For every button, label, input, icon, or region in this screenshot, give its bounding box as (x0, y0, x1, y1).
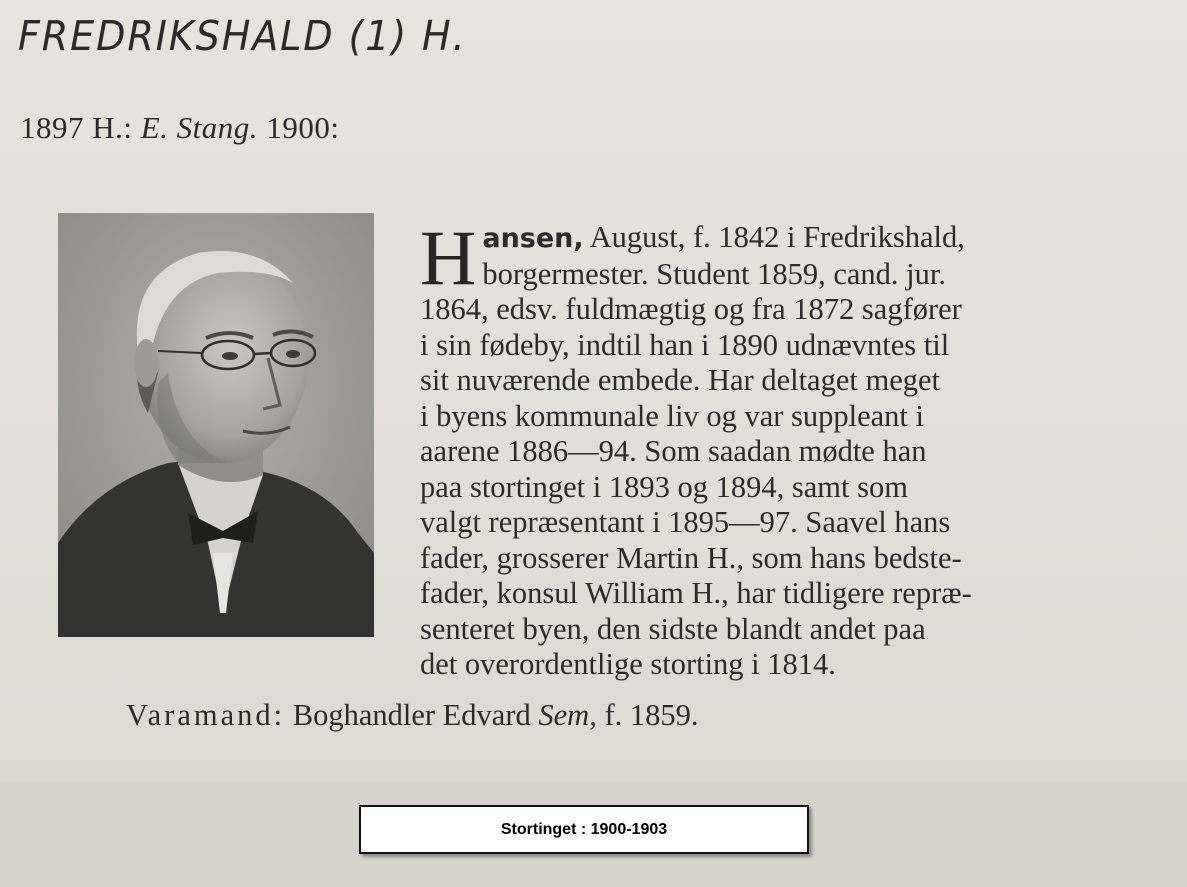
biography-text (420, 214, 1160, 683)
bio-line: i byens kommunale liv og var suppleant i (420, 398, 925, 433)
deputy-name: Sem, (538, 698, 597, 732)
bio-line: valgt repræsentant i 1895—97. Saavel hans (420, 505, 951, 539)
bio-line: aarene 1886—94. Som saadan mødte han (420, 434, 927, 468)
election-line (20, 110, 339, 146)
surname: ansen, (482, 223, 584, 254)
deputy-born: f. 1859. (604, 698, 699, 732)
bio-line: senteret byen, den sidste blandt andet paa (420, 611, 926, 646)
caption-text: Stortinget : 1900-1903 (500, 820, 668, 838)
bio-line: borgermester. Student 1859, cand. jur. (482, 256, 946, 291)
bio-line: fader, grosserer Martin H., som hans bedste- (420, 540, 962, 575)
bio-line-text: August, f. 1842 i Fredrikshald, (583, 220, 965, 254)
portrait-photo (58, 213, 374, 637)
bio-line: det overordentlige storting i 1814. (420, 647, 836, 681)
caption-box (359, 805, 809, 854)
bio-line: i sin fødeby, indtil han i 1890 udnævntes til (420, 327, 950, 362)
deputy-label: Varamand: (126, 698, 286, 732)
deputy-line (126, 698, 699, 733)
bio-line (420, 220, 1160, 257)
constituency-heading: FREDRIKSHALD (1) H. (18, 12, 467, 60)
year-1900: 1900: (266, 110, 340, 145)
year-1897: 1897 H.: (20, 110, 133, 145)
bio-line: sit nuværende embede. Har deltaget meget (420, 363, 941, 397)
deputy-text: Boghandler Edvard (292, 698, 531, 732)
portrait-illustration (58, 213, 374, 637)
bio-line: 1864, edsv. fuldmægtig og fra 1872 sagfører (420, 292, 962, 326)
bio-line: paa stortinget i 1893 og 1894, samt som (420, 469, 908, 504)
bio-line: fader, konsul William H., har tidligere repræ- (420, 576, 972, 610)
representative-1897: E. Stang. (140, 110, 259, 145)
drop-cap: H (420, 214, 477, 301)
